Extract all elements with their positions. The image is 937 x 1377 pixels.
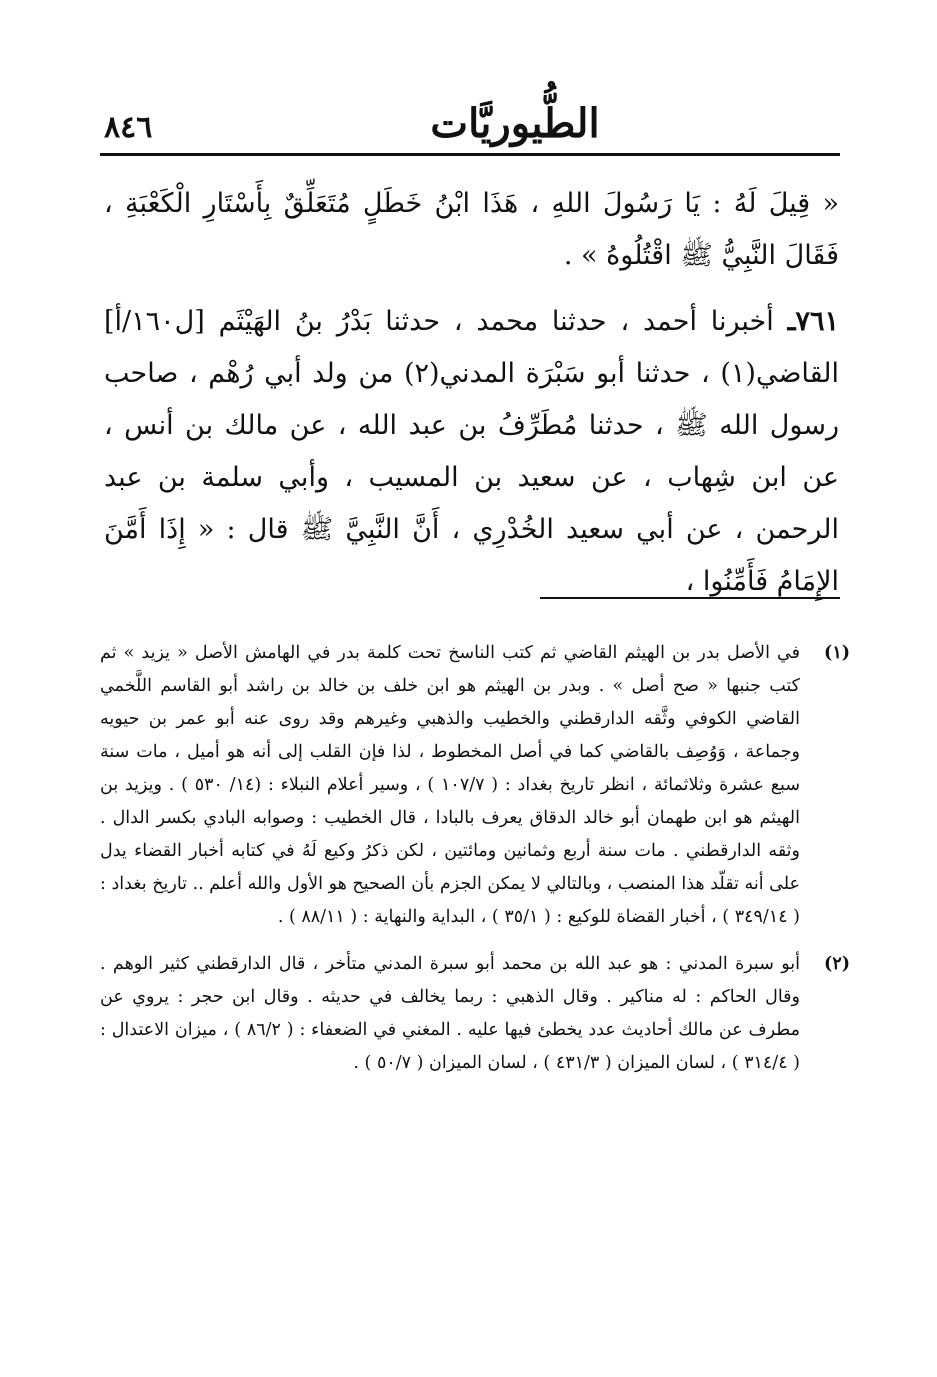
hadith-number: ٧٦١ـ bbox=[787, 306, 840, 337]
main-paragraph-2 bbox=[104, 296, 839, 608]
running-title: الطُّيوريَّات bbox=[430, 100, 600, 147]
main-paragraph-1: « قِيلَ لَهُ : يَا رَسُولَ اللهِ ، هَذَا ابْنُ خَطَلٍ مُتَعَلِّقٌ بِأَسْتَارِ الْكَعْبَةِ ، فَقَالَ النَّبِيُّ ﷺ اقْتُلُوهُ » . bbox=[104, 188, 840, 271]
footnote-1 bbox=[100, 637, 850, 934]
header-rule bbox=[100, 153, 840, 156]
footnotes bbox=[100, 637, 850, 1094]
page-header bbox=[100, 100, 840, 152]
page-number: ٨٤٦ bbox=[104, 110, 153, 145]
footnote-2-mark: (٢) bbox=[824, 954, 850, 974]
footnote-1-mark: (١) bbox=[824, 643, 850, 663]
footnote-2 bbox=[100, 948, 850, 1080]
footnote-1-text: في الأصل بدر بن الهيثم القاضي ثم كتب الناسخ تحت كلمة بدر في الهامش الأصل « يزيد » ثم كتب جنبها « صح أصل » . وبدر بن الهيثم هو ابن خلف بن خالد بن راشد أبو القاسم اللَّخمي القاضي الكوفي وثَّقه الدارقطني والخطيب والذهبي وغيرهم وقد روى عنه أبو عمر بن حيويه وجماعة ، وَوُصِف بالقاضي كما في أصل المخطوط ، لذا فإن القلب إلى أنه هو أميل ، مات سنة سبع عشرة وثلاثمائة ، انظر تاريخ بغداد : ( ١٠٧/٧ ) ، وسير أعلام النبلاء : (١٤/ ٥٣٠ ) . ويزيد بن الهيثم هو ابن طهمان أبو خالد الدقاق يعرف بالبادا ، قال الخطيب : وصوابه البادي بكسر الدال . وثقه الدارقطني . مات سنة أربع وثمانين ومائتين ، لكن ذكرُ وكيع لَهُ في كتابه أخبار القضاء يدل على أنه تقلّد هذا المنصب ، وبالتالي لا يمكن الجزم بأن الصحيح هو الأول والله أعلم .. تاريخ بغداد : ( ٣٤٩/١٤ ) ، أخبار القضاة للوكيع : ( ٣٥/١ ) ، البداية والنهاية : ( ٨٨/١١ ) . bbox=[100, 643, 800, 927]
hadith-text: أخبرنا أحمد ، حدثنا محمد ، حدثنا بَدْرُ بنُ الهَيْثَم [ل١٦٠/أ] القاضي(١) ، حدثنا أبو سَبْرَة المدني(٢) من ولد أبي رُهْم ، صاحب رسول الله ﷺ ، حدثنا مُطَرِّفُ بن عبد الله ، عن مالك بن أنس ، عن ابن شِهاب ، عن سعيد بن المسيب ، وأبي سلمة بن عبد الرحمن ، عن أبي سعيد الخُدْرِي ، أَنَّ النَّبِيَّ ﷺ قال : « إِذَا أَمَّنَ الإِمَامُ فَأَمِّنُوا ، bbox=[104, 306, 839, 597]
footnote-rule bbox=[540, 597, 840, 599]
footnote-2-text: أبو سبرة المدني : هو عبد الله بن محمد أبو سبرة المدني متأخر ، قال الدارقطني كثير الوهم . وقال الحاكم : له مناكير . وقال الذهبي : ربما يخالف في حديثه . وقال ابن حجر : يروي عن مطرف عن مالك أحاديث عدد يخطئ فيها عليه . المغني في الضعفاء : ( ٨٦/٢ ) ، ميزان الاعتدال : ( ٣١٤/٤ ) ، لسان الميزان ( ٤٣١/٣ ) ، لسان الميزان ( ٥٠/٧ ) . bbox=[100, 954, 800, 1073]
main-text bbox=[104, 178, 839, 608]
